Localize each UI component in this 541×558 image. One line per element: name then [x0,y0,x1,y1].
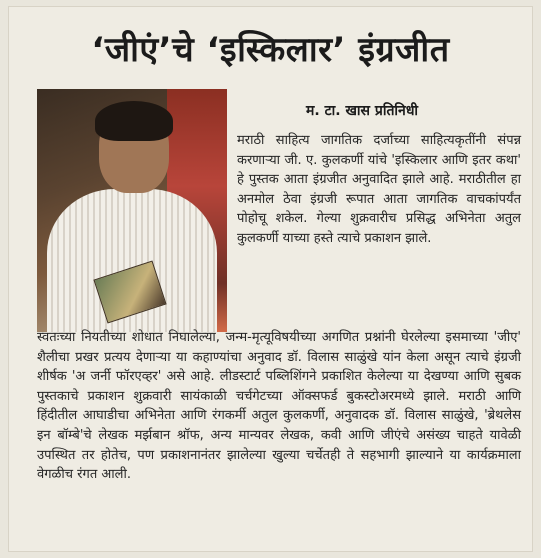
intro-paragraph: मराठी साहित्य जागतिक दर्जाच्या साहित्यकृतींनी संपन्न करणाऱ्या जी. ए. कुलकर्णी यांचे 'इस्किलार आणि इतर कथा' हे पुस्तक आता इंग्रजीत अनुवादित झाले आहे. मराठीतील हा अनमोल ठेवा इंग्रजी रूपात आता जागतिक वाचकांपर्यंत पोहोचू शकेल. गेल्या शुक्रवारीच प्रसिद्ध अभिनेता अतुल कुलकर्णी याच्या हस्ते त्याचे प्रकाशन झाले. [237,133,521,246]
person-hair [95,101,173,141]
headline: ‘जीएं’चे ‘इस्किलार’ इंग्रजीत [91,30,450,70]
body-paragraph: स्वतःच्या नियतीच्या शोधात निघालेल्या, जन्म-मृत्यूविषयीच्या अगणित प्रश्नांनी घेरलेल्या इसमाच्या 'जीए' शैलीचा प्रखर प्रत्यय देणाऱ्या या कहाण्यांचा अनुवाद डॉ. विलास साळुंखे यांन केला असून त्याचे इंग्रजी शीर्षक 'अ जर्नी फॉरएव्हर' असे आहे. लीडस्टार्ट पब्लिशिंगने प्रकाशित केलेल्या या देखण्या आणि सुबक पुस्तकाचे प्रकाशन शुक्रवारी सायंकाळी चर्चगेटच्या ऑक्सफर्ड बुकस्टोअरमध्ये झाले. मराठी आणि हिंदीतील आघाडीचा अभिनेता आणि रंगकर्मी अतुल कुलकर्णी, अनुवादक डॉ. विलास साळुंखे, 'ब्रेथलेस इन बॉम्बे'चे लेखक मर्झबान श्रॉफ, अन्य मान्यवर लेखक, कवी आणि जीएंचे असंख्य चाहते यावेळी उपस्थित तर होतेच, पण प्रकाशनानंतर झालेल्या खुल्या चर्चेतही ते सहभागी झाल्याने या कार्यक्रमाला वेगळीच रंगत आली. [37,330,521,483]
author-photo [37,89,227,332]
newspaper-clipping [8,6,533,552]
byline: म. टा. खास प्रतिनिधी [306,103,419,119]
